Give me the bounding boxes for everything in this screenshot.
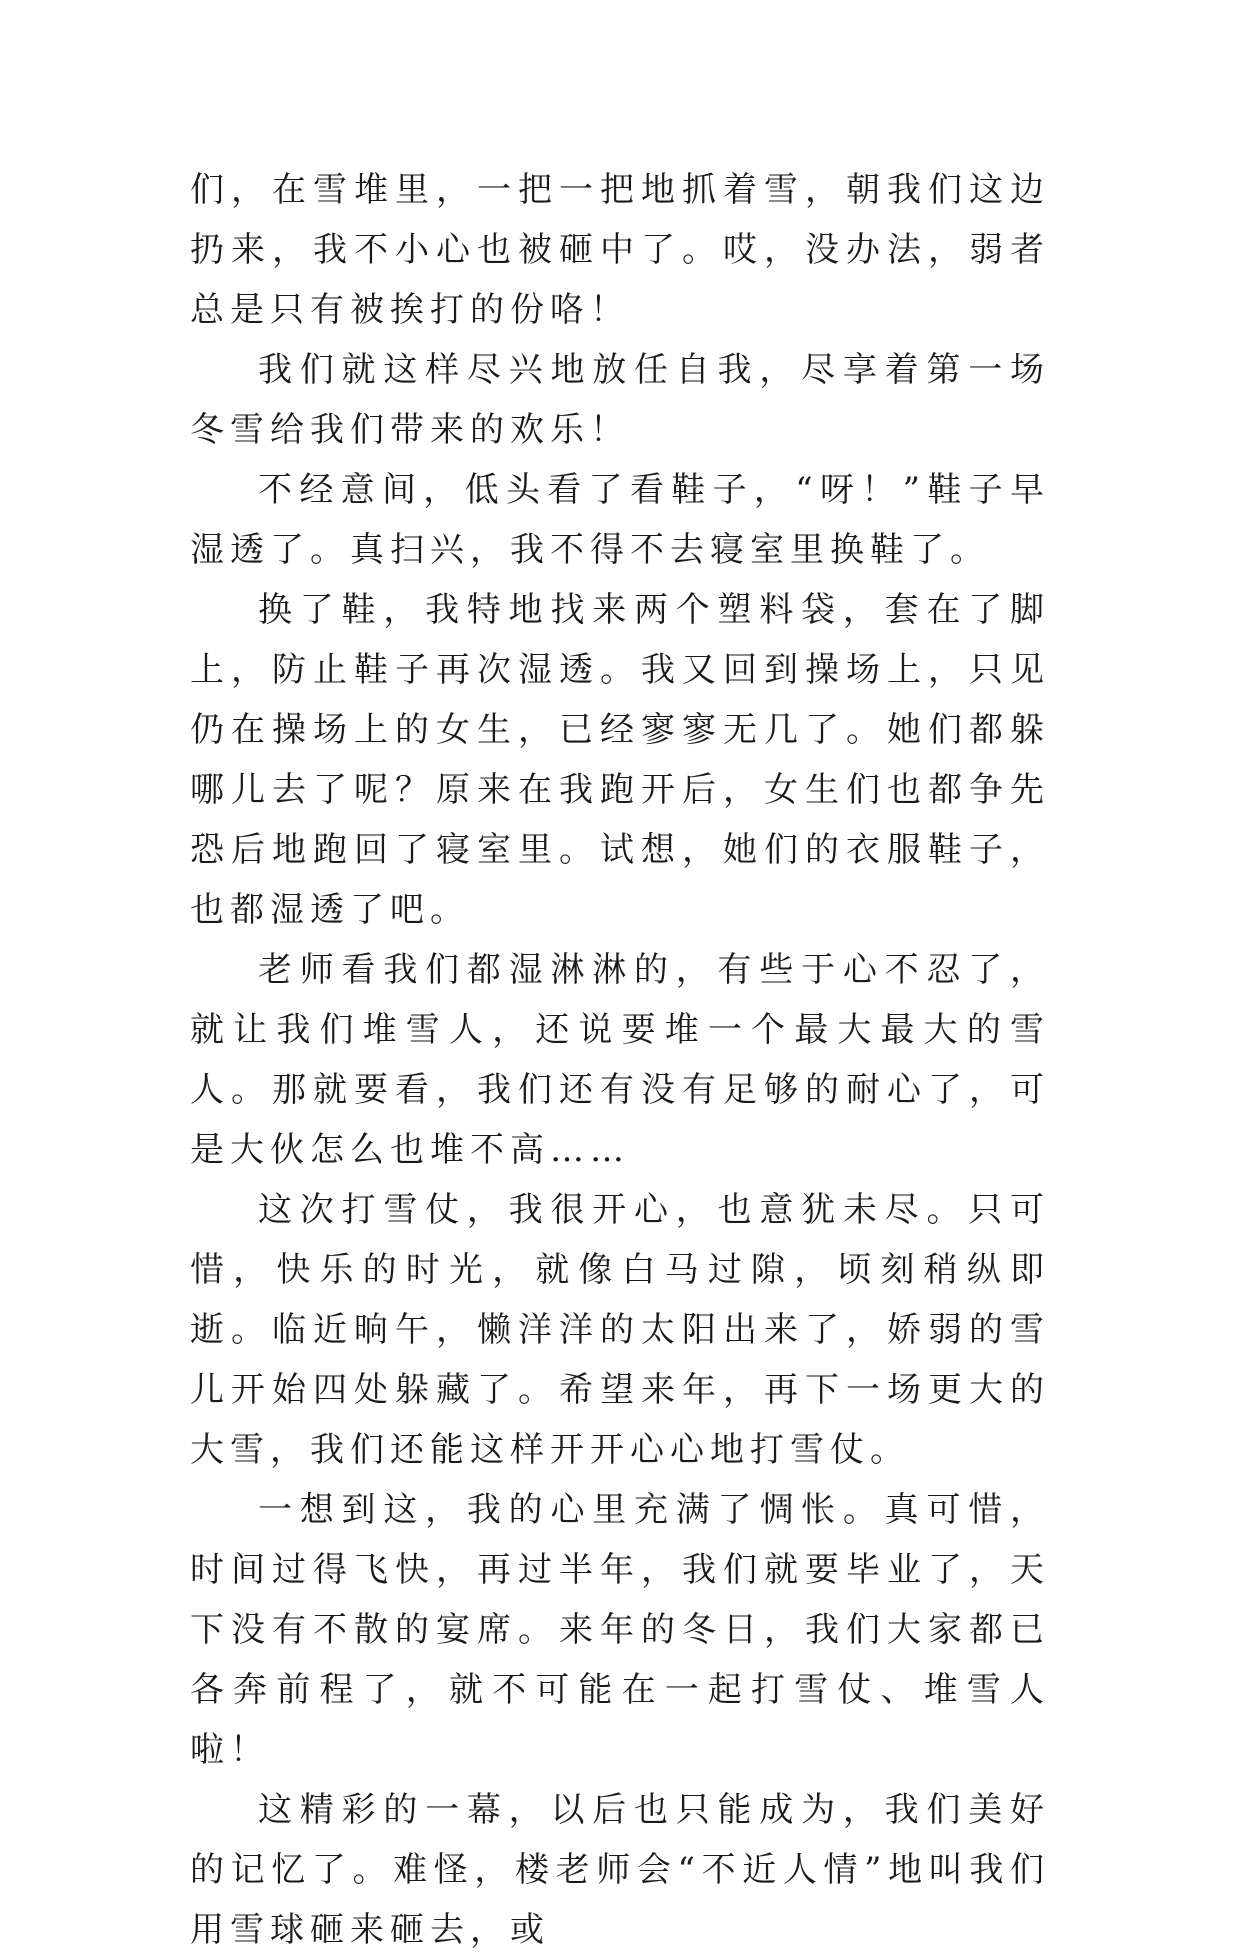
body-text <box>190 160 1050 1960</box>
paragraph-5: 老师看我们都湿淋淋的，有些于心不忍了，就让我们堆雪人，还说要堆一个最大最大的雪人。那就要看，我们还有没有足够的耐心了，可是大伙怎么也堆不高…… <box>190 950 1050 1170</box>
paragraph-7: 一想到这，我的心里充满了惆怅。真可惜，时间过得飞快，再过半年，我们就要毕业了，天下没有不散的宴席。来年的冬日，我们大家都已各奔前程了，就不可能在一起打雪仗、堆雪人啦！ <box>190 1490 1050 1770</box>
paragraph-8: 这精彩的一幕，以后也只能成为，我们美好的记忆了。难怪，楼老师会“不近人情”地叫我们用雪球砸来砸去，或 <box>190 1790 1050 1950</box>
paragraph-1: 们，在雪堆里，一把一把地抓着雪，朝我们这边扔来，我不小心也被砸中了。哎，没办法，弱者总是只有被挨打的份咯！ <box>190 170 1050 330</box>
paragraph-4: 换了鞋，我特地找来两个塑料袋，套在了脚上，防止鞋子再次湿透。我又回到操场上，只见仍在操场上的女生，已经寥寥无几了。她们都躲哪儿去了呢？原来在我跑开后，女生们也都争先恐后地跑回了寝室里。试想，她们的衣服鞋子，也都湿透了吧。 <box>190 590 1050 930</box>
paragraph-3: 不经意间，低头看了看鞋子，“呀！”鞋子早湿透了。真扫兴，我不得不去寝室里换鞋了。 <box>190 470 1050 570</box>
paragraph-6: 这次打雪仗，我很开心，也意犹未尽。只可惜，快乐的时光，就像白马过隙，顷刻稍纵即逝。临近晌午，懒洋洋的太阳出来了，娇弱的雪儿开始四处躲藏了。希望来年，再下一场更大的大雪，我们还能这样开开心心地打雪仗。 <box>190 1190 1050 1470</box>
paragraph-2: 我们就这样尽兴地放任自我，尽享着第一场冬雪给我们带来的欢乐！ <box>190 350 1050 450</box>
